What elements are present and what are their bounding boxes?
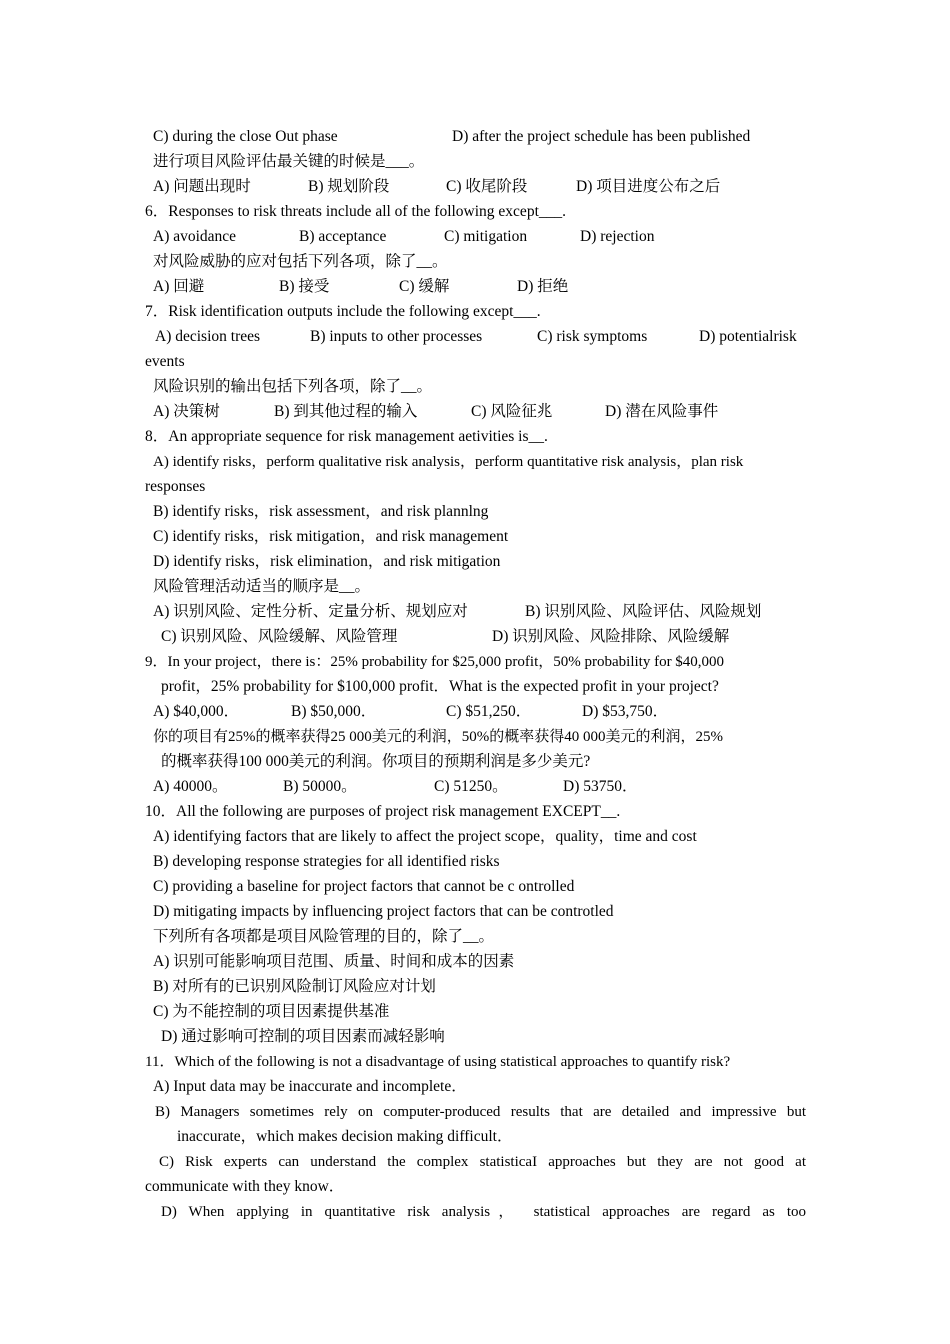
q11-option-c-en-line2: communicate with they know． <box>145 1178 345 1195</box>
q5-options-zh <box>153 177 720 197</box>
q11-option-c-en-line1: C) Risk experts can understand the complex statisticaI approaches but they are not good at <box>159 1154 806 1170</box>
q9-question-en-line2: profit，25% probability for $100,000 profit．What is the expected profit in your project? <box>161 678 719 695</box>
q10-option-c-zh: C) 为不能控制的项目因素提供基准 <box>153 1003 390 1020</box>
q10-question-en: 10．All the following are purposes of project risk management EXCEPT__. <box>145 803 621 820</box>
option: D) 项目进度公布之后 <box>576 178 721 195</box>
q8-option-a-en: A) identify risks，perform qualitative risk analysis，perform quantitative risk analysis，plan risk <box>153 454 744 470</box>
q7-options-zh <box>153 402 718 422</box>
q9-options-zh <box>153 777 637 797</box>
q10-option-d-zh: D) 通过影响可控制的项目因素而减轻影响 <box>161 1028 445 1045</box>
option: A) decision trees <box>155 328 261 345</box>
option: B) acceptance <box>299 228 387 245</box>
option: B) inputs to other processes <box>310 328 483 345</box>
q10-question-zh: 下列所有各项都是项目风险管理的目的，除了__。 <box>153 928 495 945</box>
option: A) $40,000． <box>153 703 240 720</box>
q10-option-b-en: B) developing response strategies for all identified risks <box>153 853 500 870</box>
q8-question-en: 8．An appropriate sequence for risk management aetivities is__. <box>145 428 548 445</box>
option: C) mitigation <box>444 228 528 245</box>
q7-question-en: 7．Risk identification outputs include the following except___. <box>145 303 541 320</box>
option: A) 40000。 <box>153 778 228 795</box>
option: A) 回避 <box>153 278 205 295</box>
option: B) 规划阶段 <box>308 178 390 195</box>
q10-option-a-en: A) identifying factors that are likely to affect the project scope，quality，time and cost <box>153 828 697 845</box>
q8-option-b-en: B) identify risks，risk assessment，and risk plannlng <box>153 503 489 520</box>
q11-option-b-en-line1: B) Managers sometimes rely on computer-produced results that are detailed and impressive but <box>155 1104 806 1120</box>
option: A) 决策树 <box>153 403 220 420</box>
q8-option-a-zh: A) 识别风险、定性分析、定量分析、规划应对 <box>153 603 468 620</box>
q8-option-d-zh: D) 识别风险、风险排除、风险缓解 <box>492 628 730 645</box>
q11-option-a-en: A) Input data may be inaccurate and incomplete． <box>153 1078 467 1095</box>
q10-option-d-en: D) mitigating impacts by influencing project factors that can be controtled <box>153 903 614 920</box>
option: C) 缓解 <box>399 278 450 295</box>
option: D) 拒绝 <box>517 278 569 295</box>
q6-question-zh: 对风险威胁的应对包括下列各项，除了__。 <box>153 253 448 270</box>
q9-question-zh-line1: 你的项目有25%的概率获得25 000美元的利润，50%的概率获得40 000美元的利润，25% <box>153 729 723 745</box>
option: B) 接受 <box>279 278 330 295</box>
q6-question-en: 6．Responses to risk threats include all of the following except___. <box>145 203 566 220</box>
q9-question-zh-line2: 的概率获得100 000美元的利润。你项目的预期利润是多少美元? <box>161 753 591 770</box>
option: C) 收尾阶段 <box>446 178 528 195</box>
option: C) 51250。 <box>434 778 508 795</box>
option: C) $51,250． <box>446 703 532 720</box>
q5-question-zh: 进行项目风险评估最关键的时候是___。 <box>153 153 425 170</box>
option: D) rejection <box>580 228 655 245</box>
option: A) 问题出现时 <box>153 178 251 195</box>
q8-option-c-en: C) identify risks，risk mitigation，and risk management <box>153 528 509 545</box>
q10-option-a-zh: A) 识别可能影响项目范围、质量、时间和成本的因素 <box>153 953 515 970</box>
option: B) 50000。 <box>283 778 357 795</box>
q5-option-c-en: C) during the close Out phase <box>153 128 338 145</box>
q6-options-en <box>153 227 654 247</box>
q6-options-zh <box>153 277 568 297</box>
q8-option-a-en-continued: responses <box>145 478 206 495</box>
q7-options-en <box>155 327 797 347</box>
q10-option-c-en: C) providing a baseline for project factors that cannot be c ontrolled <box>153 878 575 895</box>
option: D) $53,750． <box>582 703 669 720</box>
q9-question-en-line1: 9．In your project，there is：25% probability for $25,000 profit，50% probability for $40,000 <box>145 654 725 670</box>
q11-option-d-en-line1: D) When applying in quantitative risk analysis， statistical approaches are regard as too <box>161 1204 806 1220</box>
option: B) $50,000． <box>291 703 377 720</box>
option: C) 风险征兆 <box>471 403 553 420</box>
q11-question-en: 11．Which of the following is not a disadvantage of using statistical approaches to quantify risk? <box>145 1054 731 1070</box>
q11-option-b-en-line2: inaccurate，which makes decision making difficult． <box>177 1128 513 1145</box>
option: D) potentialrisk <box>699 328 797 345</box>
q5-option-d-en: D) after the project schedule has been published <box>452 128 751 145</box>
option: D) 53750． <box>563 778 638 795</box>
q7-options-en-continued: events <box>145 353 185 370</box>
q8-option-d-en: D) identify risks，risk elimination，and risk mitigation <box>153 553 501 570</box>
option: D) 潜在风险事件 <box>605 403 719 420</box>
option: A) avoidance <box>153 228 237 245</box>
q10-option-b-zh: B) 对所有的已识别风险制订风险应对计划 <box>153 978 436 995</box>
q9-options-en <box>153 702 668 722</box>
q8-question-zh: 风险管理活动适当的顺序是__。 <box>153 578 371 595</box>
option: C) risk symptoms <box>537 328 648 345</box>
q8-option-c-zh: C) 识别风险、风险缓解、风险管理 <box>161 628 398 645</box>
option: B) 到其他过程的输入 <box>274 403 418 420</box>
q7-question-zh: 风险识别的输出包括下列各项，除了__。 <box>153 378 433 395</box>
q8-option-b-zh: B) 识别风险、风险评估、风险规划 <box>525 603 762 620</box>
